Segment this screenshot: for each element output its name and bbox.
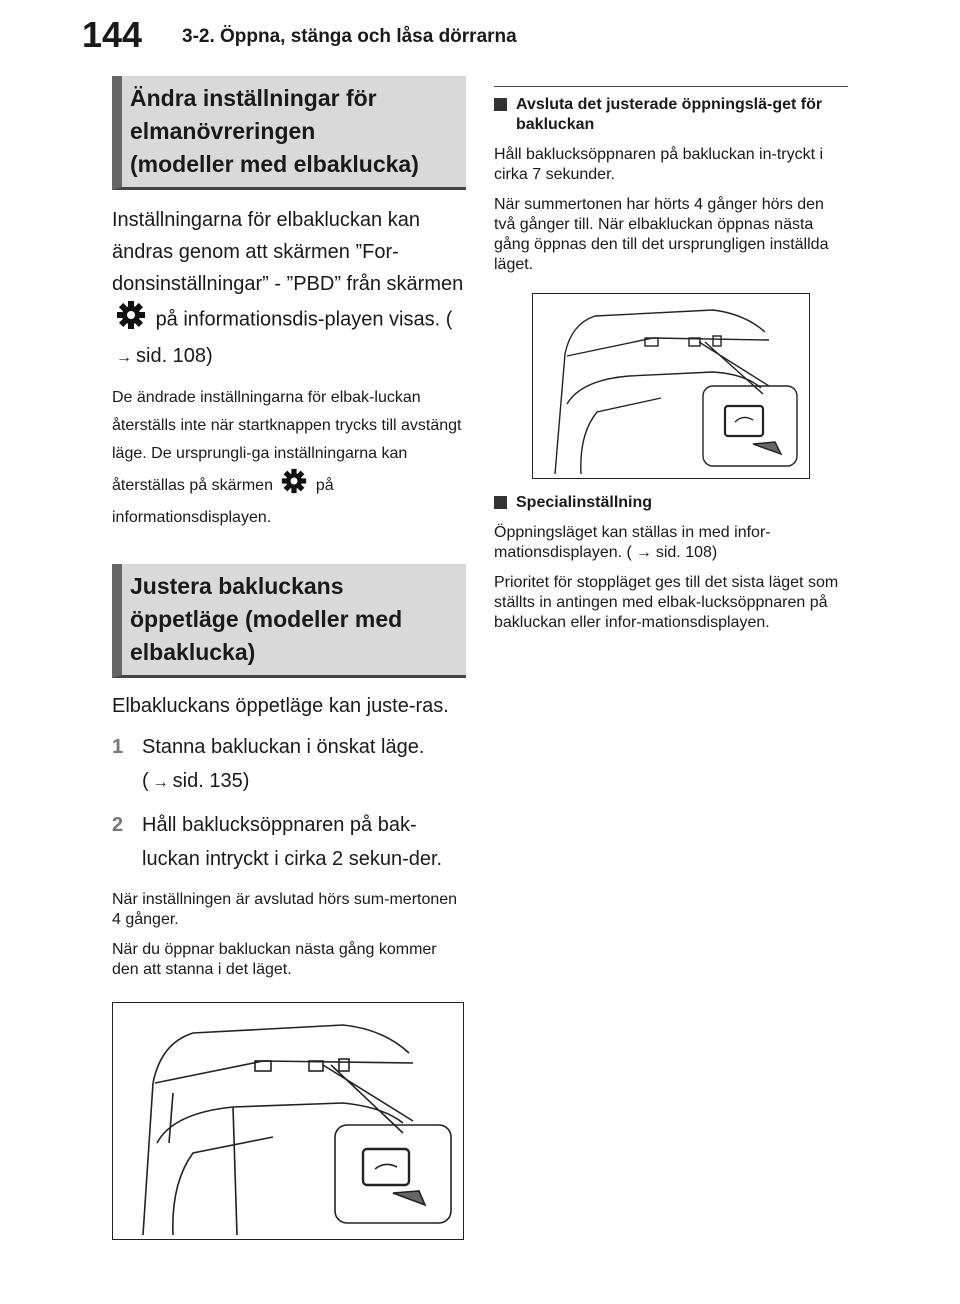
- heading-line: elbaklucka): [130, 639, 256, 665]
- page-number: 144: [82, 14, 143, 55]
- heading-line: öppetläge (modeller med: [130, 606, 403, 632]
- note-buzzer: När inställningen är avslutad hörs sum-mertonen 4 gånger.: [112, 891, 458, 928]
- subheading-special-setting: [494, 493, 848, 513]
- settings-gear-icon: [116, 300, 146, 340]
- paragraph-settings-intro: [112, 204, 466, 374]
- step-text: Håll baklucksöppnaren på bak-luckan intryckt i cirka 2 sekun-der.: [142, 814, 443, 870]
- page-reference: sid. 108): [136, 345, 213, 367]
- tailgate-opener-illustration-2: [532, 293, 810, 479]
- square-bullet-icon: [494, 98, 507, 111]
- heading-line: Ändra inställningar för: [130, 85, 377, 111]
- tailgate-drawing: [533, 294, 809, 478]
- divider: [494, 86, 848, 87]
- note-next-open: När du öppnar bakluckan nästa gång kommer den att stanna i det läget.: [112, 941, 437, 978]
- step-number: 2: [112, 814, 124, 836]
- heading-line: (modeller med elbaklucka): [130, 151, 419, 177]
- paragraph-buzzer-twice: När summertonen har hörts 4 gånger hörs den två gånger till. När elbakluckan öppnas nästa gång öppnas den till det ursprungligen inställda läget.: [494, 196, 829, 273]
- heading-line: elmanövreringen: [130, 118, 316, 144]
- step-text: Stanna bakluckan i önskat läge.: [142, 736, 425, 758]
- page-reference: sid. 108): [655, 544, 718, 561]
- right-column: [494, 86, 848, 633]
- subheading-cancel-adjusted: [494, 95, 848, 135]
- paragraph-info-display: [494, 523, 848, 563]
- reference-arrow-icon: →: [152, 774, 169, 791]
- text-span: Öppningsläget kan ställas in med infor-mationsdisplayen. (: [494, 524, 771, 561]
- section-heading-power-settings: [112, 76, 466, 190]
- text-span: på informationsdis-playen visas. (: [155, 308, 453, 331]
- text-span: på informationsdisplayen.: [112, 477, 334, 526]
- text-span: De ändrade inställningarna för elbak-luckan återställs inte när startknappen trycks till avstängt läge. De ursprungli-ga inställningarna kan återställas på skärmen: [112, 389, 462, 495]
- square-bullet-icon: [494, 496, 507, 509]
- paragraph-hold-7s: Håll baklucksöppnaren på bakluckan in-tryckt i cirka 7 sekunder.: [494, 146, 824, 183]
- heading-line: Justera bakluckans: [130, 573, 344, 599]
- note-settings-retained: [112, 384, 466, 532]
- text-span: Inställningarna för elbakluckan kan ändras genom att skärmen ”For-donsinställningar” - ”PBD” från skärmen: [112, 209, 464, 295]
- settings-gear-icon: [281, 468, 307, 504]
- tailgate-opener-illustration: [112, 1002, 464, 1240]
- reference-arrow-icon: →: [635, 544, 652, 561]
- section-heading-open-position: [112, 564, 466, 678]
- reference-arrow-icon: →: [116, 349, 132, 366]
- subheading-text: Avsluta det justerade öppningslä-get för bakluckan: [516, 96, 823, 133]
- page-reference: sid. 135): [172, 770, 250, 792]
- step-number: 1: [112, 736, 124, 758]
- left-column: [112, 76, 466, 1240]
- subheading-text: Specialinställning: [516, 494, 653, 511]
- paragraph-open-position: Elbakluckans öppetläge kan juste-ras.: [112, 695, 449, 717]
- step-1: 1 Stanna bakluckan i önskat läge. ( → sid. 135): [112, 730, 466, 800]
- paragraph-priority: Prioritet för stoppläget ges till det sista läget som ställts in antingen med elbak-lucksöppnaren på bakluckan eller infor-mationsdisplayen.: [494, 574, 839, 631]
- step-2: [112, 808, 466, 876]
- tailgate-drawing: [113, 1003, 463, 1239]
- chapter-title: 3-2. Öppna, stänga och låsa dörrarna: [182, 26, 517, 47]
